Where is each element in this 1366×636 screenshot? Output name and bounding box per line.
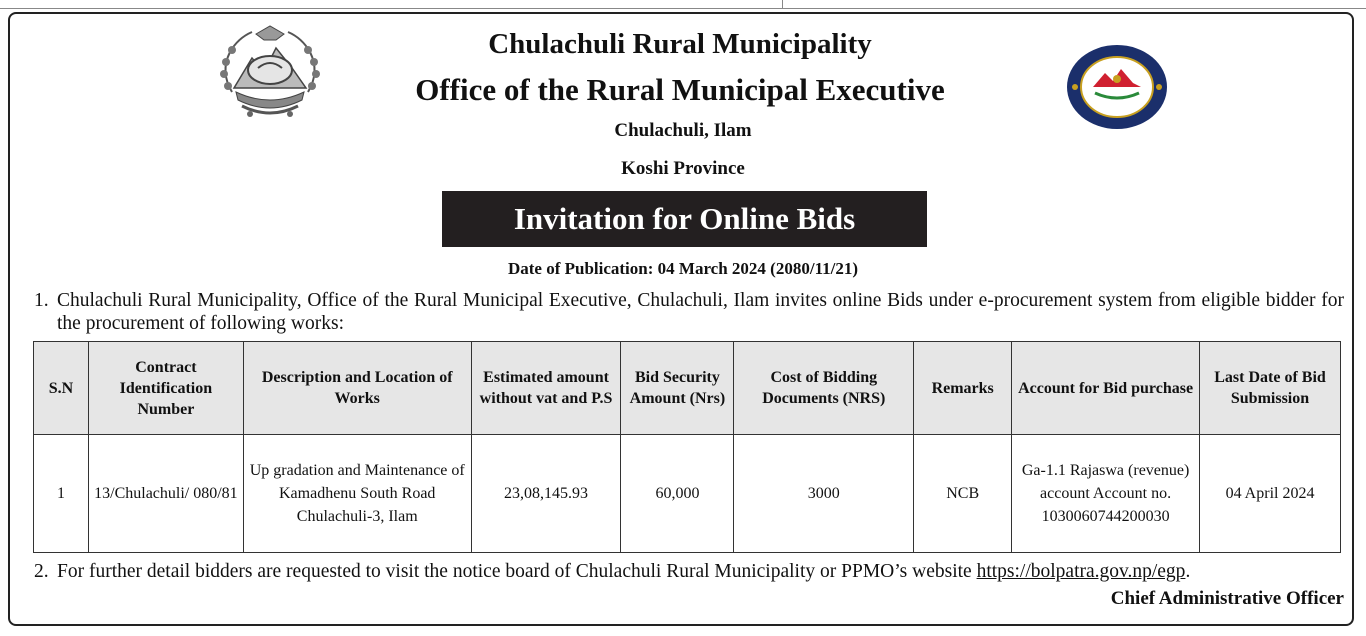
cell-account: Ga-1.1 Rajaswa (revenue) account Account no. 1030060744200030 bbox=[1012, 435, 1200, 553]
paragraph-1-number: 1. bbox=[34, 290, 49, 311]
top-rule-tick bbox=[782, 0, 783, 8]
table-header-row bbox=[34, 342, 1341, 435]
header-estimated-amount: Estimated amount without vat and P.S bbox=[471, 342, 621, 435]
paragraph-2 bbox=[34, 560, 1344, 583]
header-cost-documents: Cost of Bidding Documents (NRS) bbox=[734, 342, 914, 435]
header-contract-id: Contract Identification Number bbox=[88, 342, 243, 435]
paragraph-1 bbox=[34, 289, 1344, 335]
table-row bbox=[34, 435, 1341, 553]
office-name: Office of the Rural Municipal Executive bbox=[415, 72, 945, 107]
bolpatra-link[interactable]: https://bolpatra.gov.np/egp bbox=[976, 561, 1186, 582]
cell-sn: 1 bbox=[34, 435, 89, 553]
paragraph-2-text: For further detail bidders are requested to visit the notice board of Chulachuli Rural Municipality or PPMO’s website bbox=[57, 561, 972, 582]
publication-date: Date of Publication: 04 March 2024 (2080/11/21) bbox=[507, 259, 859, 278]
cell-contract-id: 13/Chulachuli/ 080/81 bbox=[88, 435, 243, 553]
cell-cost-documents: 3000 bbox=[734, 435, 914, 553]
cell-bid-security: 60,000 bbox=[621, 435, 734, 553]
cell-description: Up gradation and Maintenance of Kamadhenu South Road Chulachuli-3, Ilam bbox=[243, 435, 471, 553]
paragraph-2-number: 2. bbox=[34, 561, 49, 582]
header-last-date: Last Date of Bid Submission bbox=[1200, 342, 1341, 435]
paragraph-2-body bbox=[57, 560, 1344, 583]
office-location: Chulachuli, Ilam bbox=[614, 120, 752, 141]
header-description: Description and Location of Works bbox=[243, 342, 471, 435]
paragraph-1-text: Chulachuli Rural Municipality, Office of the Rural Municipal Executive, Chulachuli, Ilam invites online Bids under e-procurement system from eligible bidder for the procurement of following works: bbox=[57, 290, 1344, 334]
bids-table bbox=[33, 341, 1341, 553]
cell-last-date: 04 April 2024 bbox=[1200, 435, 1341, 553]
signature: Chief Administrative Officer bbox=[1110, 588, 1344, 609]
municipality-name: Chulachuli Rural Municipality bbox=[488, 28, 872, 60]
header-bid-security: Bid Security Amount (Nrs) bbox=[621, 342, 734, 435]
notice-title-banner: Invitation for Online Bids bbox=[442, 191, 927, 247]
header-account: Account for Bid purchase bbox=[1012, 342, 1200, 435]
paragraph-2-end: . bbox=[1185, 561, 1191, 582]
province-name: Koshi Province bbox=[621, 158, 745, 179]
header-sn: S.N bbox=[34, 342, 89, 435]
cell-remarks: NCB bbox=[914, 435, 1012, 553]
top-rule bbox=[0, 0, 1366, 9]
cell-estimated-amount: 23,08,145.93 bbox=[471, 435, 621, 553]
header-remarks: Remarks bbox=[914, 342, 1012, 435]
